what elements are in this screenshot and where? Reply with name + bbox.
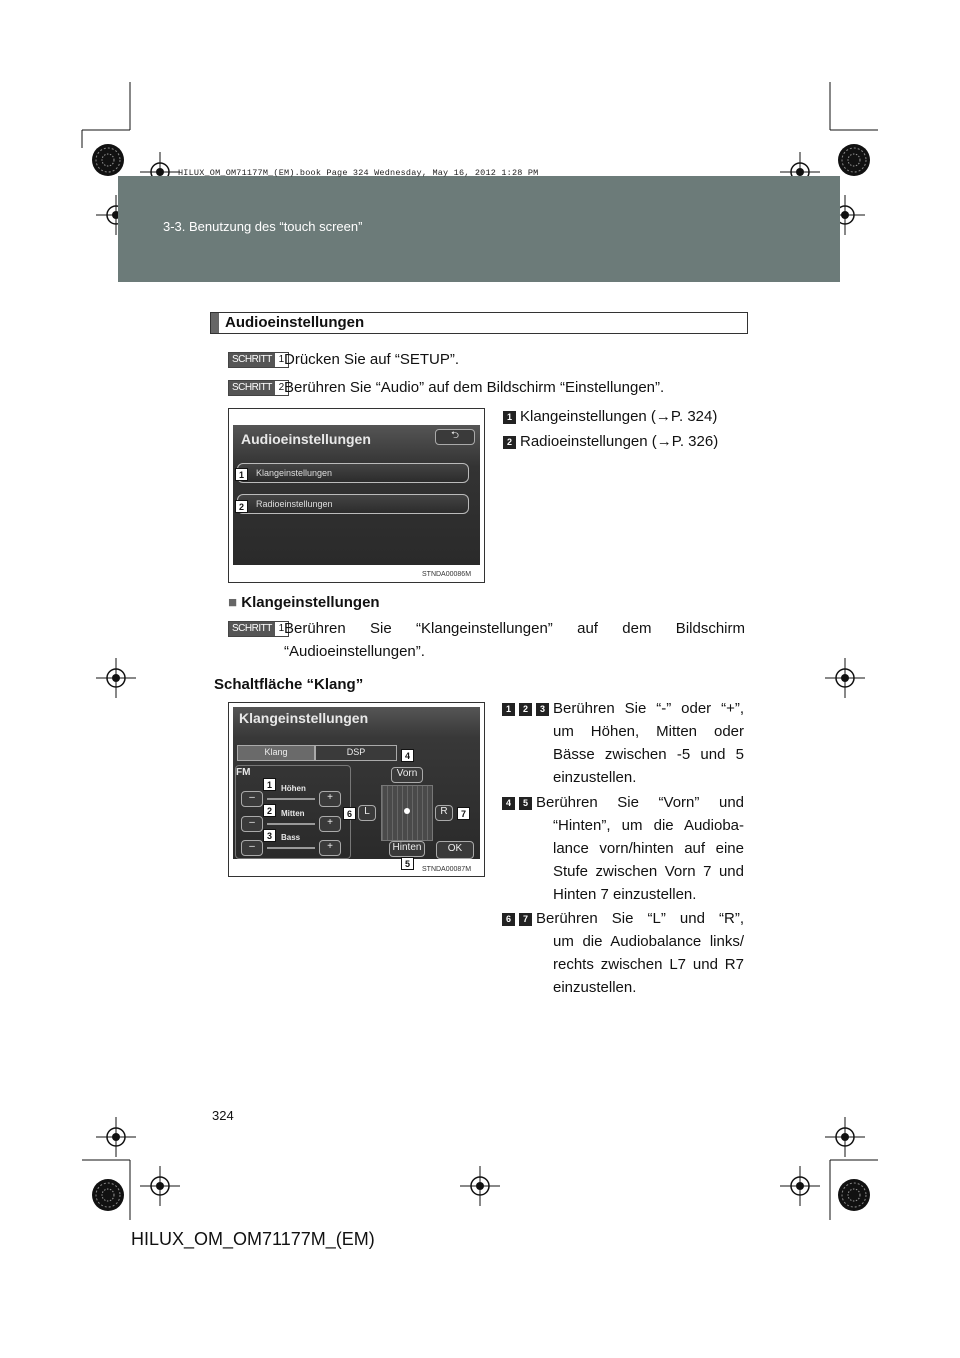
radioeinstellungen-button[interactable]: Radioeinstellungen [237,494,469,514]
subsection-title: Klangeinstellungen [241,594,380,611]
mid-slider[interactable] [267,823,315,825]
front-button[interactable]: Vorn [391,767,423,783]
desc-3-line-1: Berühren Sie “L” und “R”, [536,910,744,927]
square-bullet-icon: ■ [228,594,242,611]
bass-plus-button[interactable]: + [319,840,341,856]
desc-2-line-5: Hinten 7 einzustellen. [553,886,697,903]
treble-plus-button[interactable]: + [319,791,341,807]
section-header: 3-3. Benutzung des “touch screen” [163,219,363,234]
left-button[interactable]: L [358,805,376,821]
section-title: Audioeinstellungen [225,314,365,331]
desc-2-line-3: lance vorn/hinten auf eine [553,840,744,857]
step-label: SCHRITT [229,353,275,367]
legend-2-text: Radioeinstellungen (→P. 326) [520,433,719,450]
callout-2: 2 [235,500,248,513]
desc-1-line-4: einzustellen. [553,769,637,786]
step-number: 1 [275,622,288,636]
back-icon[interactable]: ⮌ [435,429,475,445]
desc-marker-4: 4 [502,797,515,810]
bass-slider[interactable] [267,847,315,849]
step-2-text: Berühren Sie “Audio” auf dem Bildschirm “Einstellungen”. [284,379,665,396]
treble-minus-button[interactable]: – [241,791,263,807]
callout-2: 2 [263,804,276,817]
step-label: SCHRITT [229,381,275,395]
desc-marker-7: 7 [519,913,532,926]
band-label: FM [236,767,251,778]
desc-2-line-1: Berühren Sie “Vorn” und [536,794,744,811]
callout-4: 4 [401,749,414,762]
desc-1-line-3: Bässe zwischen -5 und 5 [553,746,744,763]
step-number: 1 [275,353,288,367]
mid-plus-button[interactable]: + [319,816,341,832]
step-3-line-2: “Audioeinstellungen”. [284,643,425,660]
klangeinstellungen-button[interactable]: Klangeinstellungen [237,463,469,483]
button-heading: Schaltfläche “Klang” [214,676,364,693]
section-heading-bar [211,313,219,333]
callout-5: 5 [401,857,414,870]
sound-settings-screen [233,707,480,869]
step-badge-1 [228,352,289,368]
desc-2-line-2: “Hinten”, um die Audioba- [553,817,744,834]
book-info-line: HILUX_OM_OM71177M_(EM).book Page 324 Wednesday, May 16, 2012 1:28 PM [178,168,539,178]
desc-1-line-2: um Höhen, Mitten oder [553,723,744,740]
desc-marker-5: 5 [519,797,532,810]
desc-marker-2: 2 [519,703,532,716]
tab-klang[interactable]: Klang [237,745,315,761]
rear-button[interactable]: Hinten [389,841,425,857]
desc-1-line-1: Berühren Sie “-” oder “+”, [553,700,744,717]
desc-2-line-4: Stufe zwischen Vorn 7 und [553,863,744,880]
treble-slider[interactable] [267,798,315,800]
callout-1: 1 [235,468,248,481]
page-number: 324 [212,1108,234,1123]
desc-3-line-4: einzustellen. [553,979,637,996]
screen-title: Audioeinstellungen [241,431,371,447]
document-code: HILUX_OM_OM71177M_(EM) [131,1229,375,1249]
image-code-2: STNDA00087M [422,866,472,873]
ok-button[interactable]: OK [436,841,474,859]
right-button[interactable]: R [435,805,453,821]
step-number: 2 [275,381,288,395]
legend-marker-1: 1 [503,411,516,424]
callout-6: 6 [343,807,356,820]
desc-marker-3: 3 [536,703,549,716]
bass-label: Bass [281,833,301,842]
desc-3-line-3: rechts zwischen L7 und R7 [553,956,744,973]
desc-marker-6: 6 [502,913,515,926]
callout-3: 3 [263,829,276,842]
legend-marker-2: 2 [503,436,516,449]
callout-7: 7 [457,807,470,820]
treble-label: Höhen [281,784,306,793]
image-code-1: STNDA00086M [422,571,472,578]
desc-marker-1: 1 [502,703,515,716]
tab-dsp[interactable]: DSP [315,745,397,761]
legend-1-text: Klangeinstellungen (→P. 324) [520,408,718,425]
step-badge-3 [228,621,289,637]
step-label: SCHRITT [229,622,275,636]
step-3-line-1: Berühren Sie “Klangeinstellungen” auf dem Bildschirm [284,620,745,637]
desc-3-line-2: um die Audiobalance links/ [553,933,744,950]
mid-label: Mitten [281,809,305,818]
step-1-text: Drücken Sie auf “SETUP”. [284,351,460,368]
bass-minus-button[interactable]: – [241,840,263,856]
screen-title: Klangeinstellungen [239,710,369,726]
step-badge-2 [228,380,289,396]
mid-minus-button[interactable]: – [241,816,263,832]
audio-settings-screen [233,425,480,565]
callout-1: 1 [263,778,276,791]
subsection-heading [228,591,380,614]
balance-point-icon [404,808,410,814]
